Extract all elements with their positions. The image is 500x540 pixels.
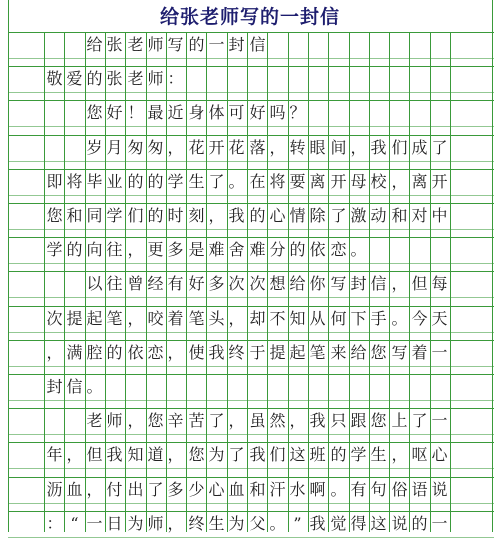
letter-character: 起: [289, 343, 306, 362]
letter-character: 水: [289, 480, 306, 499]
letter-character: 和: [391, 206, 408, 225]
letter-character: 手: [370, 309, 387, 328]
letter-character: 恋: [330, 240, 347, 259]
letter-character: ，: [269, 138, 286, 157]
letter-character: 了: [208, 172, 225, 191]
letter-character: 写: [167, 35, 184, 54]
letter-character: 起: [86, 309, 103, 328]
letter-character: ，: [289, 411, 306, 430]
letter-character: 这: [370, 514, 387, 533]
letter-character: ！: [127, 103, 144, 122]
letter-character: 我: [106, 445, 123, 464]
letter-character: 血: [66, 480, 83, 499]
letter-character: 想: [269, 274, 286, 293]
letter-character: 多: [208, 274, 225, 293]
letter-character: 你: [309, 274, 326, 293]
letter-character: 开: [330, 172, 347, 191]
letter-character: 写: [330, 274, 347, 293]
letter-character: 信: [66, 377, 83, 396]
letter-character: ，: [46, 343, 63, 362]
letter-character: 好: [188, 274, 205, 293]
letter-character: 多: [167, 240, 184, 259]
letter-character: 校: [370, 172, 387, 191]
letter-character: 提: [269, 343, 286, 362]
letter-character: ，: [208, 206, 225, 225]
letter-character: ，: [391, 445, 408, 464]
letter-character: 师: [147, 69, 164, 88]
letter-character: 更: [147, 240, 164, 259]
letter-character: 向: [86, 240, 103, 259]
letter-character: 次: [228, 274, 245, 293]
letter-character: ，: [167, 445, 184, 464]
letter-character: 的: [127, 172, 144, 191]
letter-character: ：: [167, 69, 184, 88]
letter-character: 花: [188, 138, 205, 157]
letter-character: 。: [269, 514, 286, 533]
letter-character: 一: [86, 514, 103, 533]
letter-character: 的: [147, 172, 164, 191]
letter-character: 近: [167, 103, 184, 122]
letter-character: 何: [330, 309, 347, 328]
letter-character: 。: [86, 377, 103, 396]
letter-character: 班: [309, 445, 326, 464]
letter-character: 经: [147, 274, 164, 293]
letter-character: 笔: [309, 343, 326, 362]
letter-character: 虽: [249, 411, 266, 430]
letter-character: ，: [228, 411, 245, 430]
letter-character: 恋: [147, 343, 164, 362]
letter-character: 对: [411, 206, 428, 225]
letter-character: 上: [391, 411, 408, 430]
letter-character: 毕: [86, 172, 103, 191]
letter-character: 了: [411, 411, 428, 430]
letter-character: 难: [208, 240, 225, 259]
letter-character: 往: [106, 274, 123, 293]
letter-character: 难: [249, 240, 266, 259]
letter-character: 您: [46, 206, 63, 225]
letter-character: 间: [330, 138, 347, 157]
letter-character: 可: [228, 103, 245, 122]
letter-character: 将: [66, 172, 83, 191]
letter-character: ，: [167, 514, 184, 533]
letter-character: 少: [188, 480, 205, 499]
letter-character: 月: [106, 138, 123, 157]
letter-character: 刻: [188, 206, 205, 225]
letter-character: 我: [228, 206, 245, 225]
letter-character: 于: [249, 343, 266, 362]
letter-character: 老: [86, 411, 103, 430]
letter-character: 有: [167, 274, 184, 293]
letter-character: 。: [330, 480, 347, 499]
letter-character: 业: [106, 172, 123, 191]
letter-character: 辛: [167, 411, 184, 430]
letter-character: 心: [208, 480, 225, 499]
letter-character: 学: [106, 206, 123, 225]
letter-character: 将: [269, 172, 286, 191]
letter-character: 知: [289, 309, 306, 328]
letter-character: ，: [127, 240, 144, 259]
letter-character: 往: [106, 240, 123, 259]
letter-character: 您: [370, 411, 387, 430]
letter-character: 动: [370, 206, 387, 225]
letter-character: 封: [350, 274, 367, 293]
letter-character: 成: [411, 138, 428, 157]
letter-character: 为: [127, 514, 144, 533]
letter-character: 提: [66, 309, 83, 328]
letter-character: 离: [411, 172, 428, 191]
letter-character: 终: [228, 343, 245, 362]
letter-character: 是: [188, 240, 205, 259]
letter-character: 说: [431, 480, 448, 499]
letter-character: 封: [228, 35, 245, 54]
letter-character: 离: [309, 172, 326, 191]
letter-character: 分: [269, 240, 286, 259]
letter-character: 和: [66, 206, 83, 225]
letter-character: 的: [289, 240, 306, 259]
letter-character: 心: [431, 445, 448, 464]
letter-character: 觉: [330, 514, 347, 533]
letter-character: 心: [269, 206, 286, 225]
letter-character: 师: [147, 514, 164, 533]
letter-character: 下: [350, 309, 367, 328]
letter-character: 身: [188, 103, 205, 122]
letter-character: 们: [391, 138, 408, 157]
letter-character: ，: [228, 309, 245, 328]
letter-character: 吗: [269, 103, 286, 122]
letter-character: 跟: [350, 411, 367, 430]
letter-character: 们: [269, 445, 286, 464]
letter-character: ，: [391, 274, 408, 293]
letter-character: 次: [46, 309, 63, 328]
letter-character: 但: [86, 445, 103, 464]
letter-character: ，: [167, 343, 184, 362]
letter-character: 这: [289, 445, 306, 464]
letter-character: 了: [147, 480, 164, 499]
letter-character: ”: [293, 514, 302, 533]
letter-character: 时: [167, 206, 184, 225]
letter-character: 为: [208, 445, 225, 464]
letter-character: 不: [269, 309, 286, 328]
letter-character: 得: [350, 514, 367, 533]
letter-character: 您: [370, 343, 387, 362]
letter-character: 激: [350, 206, 367, 225]
letter-character: 说: [391, 514, 408, 533]
letter-character: 俗: [391, 480, 408, 499]
letter-character: 腔: [86, 343, 103, 362]
letter-character: 咬: [147, 309, 164, 328]
letter-character: 来: [330, 343, 347, 362]
letter-character: 眼: [309, 138, 326, 157]
letter-character: 然: [269, 411, 286, 430]
letter-character: 呕: [411, 445, 428, 464]
letter-character: 笔: [188, 309, 205, 328]
letter-character: 着: [411, 343, 428, 362]
letter-character: 我: [309, 411, 326, 430]
letter-character: 我: [249, 445, 266, 464]
letter-character: 敬: [46, 69, 63, 88]
letter-character: 着: [167, 309, 184, 328]
letter-character: 依: [309, 240, 326, 259]
letter-character: 。: [228, 172, 245, 191]
letter-character: 张: [106, 69, 123, 88]
letter-character: 体: [208, 103, 225, 122]
title-bar: [0, 0, 500, 30]
letter-character: 日: [106, 514, 123, 533]
letter-character: 落: [249, 138, 266, 157]
letter-character: 给: [350, 343, 367, 362]
letter-character: 老: [127, 35, 144, 54]
letter-character: 生: [370, 445, 387, 464]
letter-character: 以: [86, 274, 103, 293]
letter-character: 开: [208, 138, 225, 157]
letter-character: ，: [350, 138, 367, 157]
letter-character: 的: [66, 240, 83, 259]
letter-character: 只: [330, 411, 347, 430]
letter-character: 和: [249, 480, 266, 499]
letter-character: 一: [431, 411, 448, 430]
letter-character: “: [70, 514, 79, 533]
letter-character: 爱: [66, 69, 83, 88]
letter-character: 匆: [147, 138, 164, 157]
letter-character: 给: [86, 35, 103, 54]
letter-character: ？: [289, 103, 306, 122]
letter-character: 我: [370, 138, 387, 157]
letter-character: 为: [228, 514, 245, 533]
letter-character: 舍: [228, 240, 245, 259]
letter-character: 开: [431, 172, 448, 191]
letter-character: 笔: [106, 309, 123, 328]
letter-character: 的: [249, 206, 266, 225]
letter-character: 在: [249, 172, 266, 191]
letter-character: 师: [147, 35, 164, 54]
letter-character: 匆: [127, 138, 144, 157]
letter-character: ：: [46, 514, 63, 533]
letter-character: 却: [249, 309, 266, 328]
page-title: 给张老师写的一封信: [159, 6, 340, 28]
letter-character: 我: [208, 343, 225, 362]
letter-character: 血: [228, 480, 245, 499]
letter-character: 每: [431, 274, 448, 293]
letter-character: 老: [127, 69, 144, 88]
letter-character: 最: [147, 103, 164, 122]
letter-character: 一: [431, 514, 448, 533]
letter-character: 一: [208, 35, 225, 54]
letter-character: 知: [127, 445, 144, 464]
letter-character: 父: [249, 514, 266, 533]
letter-character: ，: [167, 138, 184, 157]
letter-character: 张: [106, 35, 123, 54]
letter-character: 转: [289, 138, 306, 157]
letter-character: 头: [208, 309, 225, 328]
letter-character: 母: [350, 172, 367, 191]
letter-character: 封: [46, 377, 63, 396]
letter-character: 的: [411, 514, 428, 533]
letter-character: 一: [431, 343, 448, 362]
letter-character: 了: [208, 411, 225, 430]
letter-character: 写: [391, 343, 408, 362]
letter-character: 次: [249, 274, 266, 293]
letter-character: 生: [188, 172, 205, 191]
letter-character: ，: [127, 411, 144, 430]
letter-character: 终: [188, 514, 205, 533]
letter-character: 即: [46, 172, 63, 191]
letter-character: 了: [431, 138, 448, 157]
letter-character: 年: [46, 445, 63, 464]
letter-character: 师: [106, 411, 123, 430]
letter-character: ，: [127, 309, 144, 328]
letter-character: 的: [330, 445, 347, 464]
letter-character: 学: [350, 445, 367, 464]
letter-character: 曾: [127, 274, 144, 293]
letter-character: 句: [370, 480, 387, 499]
letter-character: 信: [370, 274, 387, 293]
letter-character: 。: [391, 309, 408, 328]
letter-character: 但: [411, 274, 428, 293]
letter-character: 除: [309, 206, 326, 225]
letter-character: ，: [66, 445, 83, 464]
letter-character: 天: [431, 309, 448, 328]
letter-character: 您: [86, 103, 103, 122]
letter-character: 的: [147, 206, 164, 225]
letter-character: 生: [208, 514, 225, 533]
letter-character: 依: [127, 343, 144, 362]
letter-character: 满: [66, 343, 83, 362]
letter-character: 有: [350, 480, 367, 499]
letter-character: 好: [106, 103, 123, 122]
letter-character: 中: [431, 206, 448, 225]
letter-character: 您: [188, 445, 205, 464]
letter-character: 同: [86, 206, 103, 225]
letter-character: 多: [167, 480, 184, 499]
letter-character: 出: [127, 480, 144, 499]
letter-character: 今: [411, 309, 428, 328]
letter-character: 道: [147, 445, 164, 464]
letter-character: ，: [391, 172, 408, 191]
letter-character: 学: [46, 240, 63, 259]
letter-character: 汗: [269, 480, 286, 499]
letter-character: 给: [289, 274, 306, 293]
letter-character: 啊: [309, 480, 326, 499]
letter-character: 了: [228, 445, 245, 464]
letter-character: 的: [188, 35, 205, 54]
letter-character: 从: [309, 309, 326, 328]
letter-character: ，: [86, 480, 103, 499]
letter-character: 信: [249, 35, 266, 54]
letter-character: 苦: [188, 411, 205, 430]
letter-character: 情: [289, 206, 306, 225]
letter-character: 好: [249, 103, 266, 122]
letter-character: 的: [86, 69, 103, 88]
letter-character: 的: [106, 343, 123, 362]
letter-character: 语: [411, 480, 428, 499]
letter-character: 们: [127, 206, 144, 225]
letter-character: 学: [167, 172, 184, 191]
letter-character: 沥: [46, 480, 63, 499]
letter-character: 。: [350, 240, 367, 259]
letter-character: 我: [309, 514, 326, 533]
letter-character: 使: [188, 343, 205, 362]
letter-character: 付: [106, 480, 123, 499]
letter-character: 了: [330, 206, 347, 225]
letter-character: 您: [147, 411, 164, 430]
letter-character: 要: [289, 172, 306, 191]
letter-character: 岁: [86, 138, 103, 157]
letter-character: 花: [228, 138, 245, 157]
